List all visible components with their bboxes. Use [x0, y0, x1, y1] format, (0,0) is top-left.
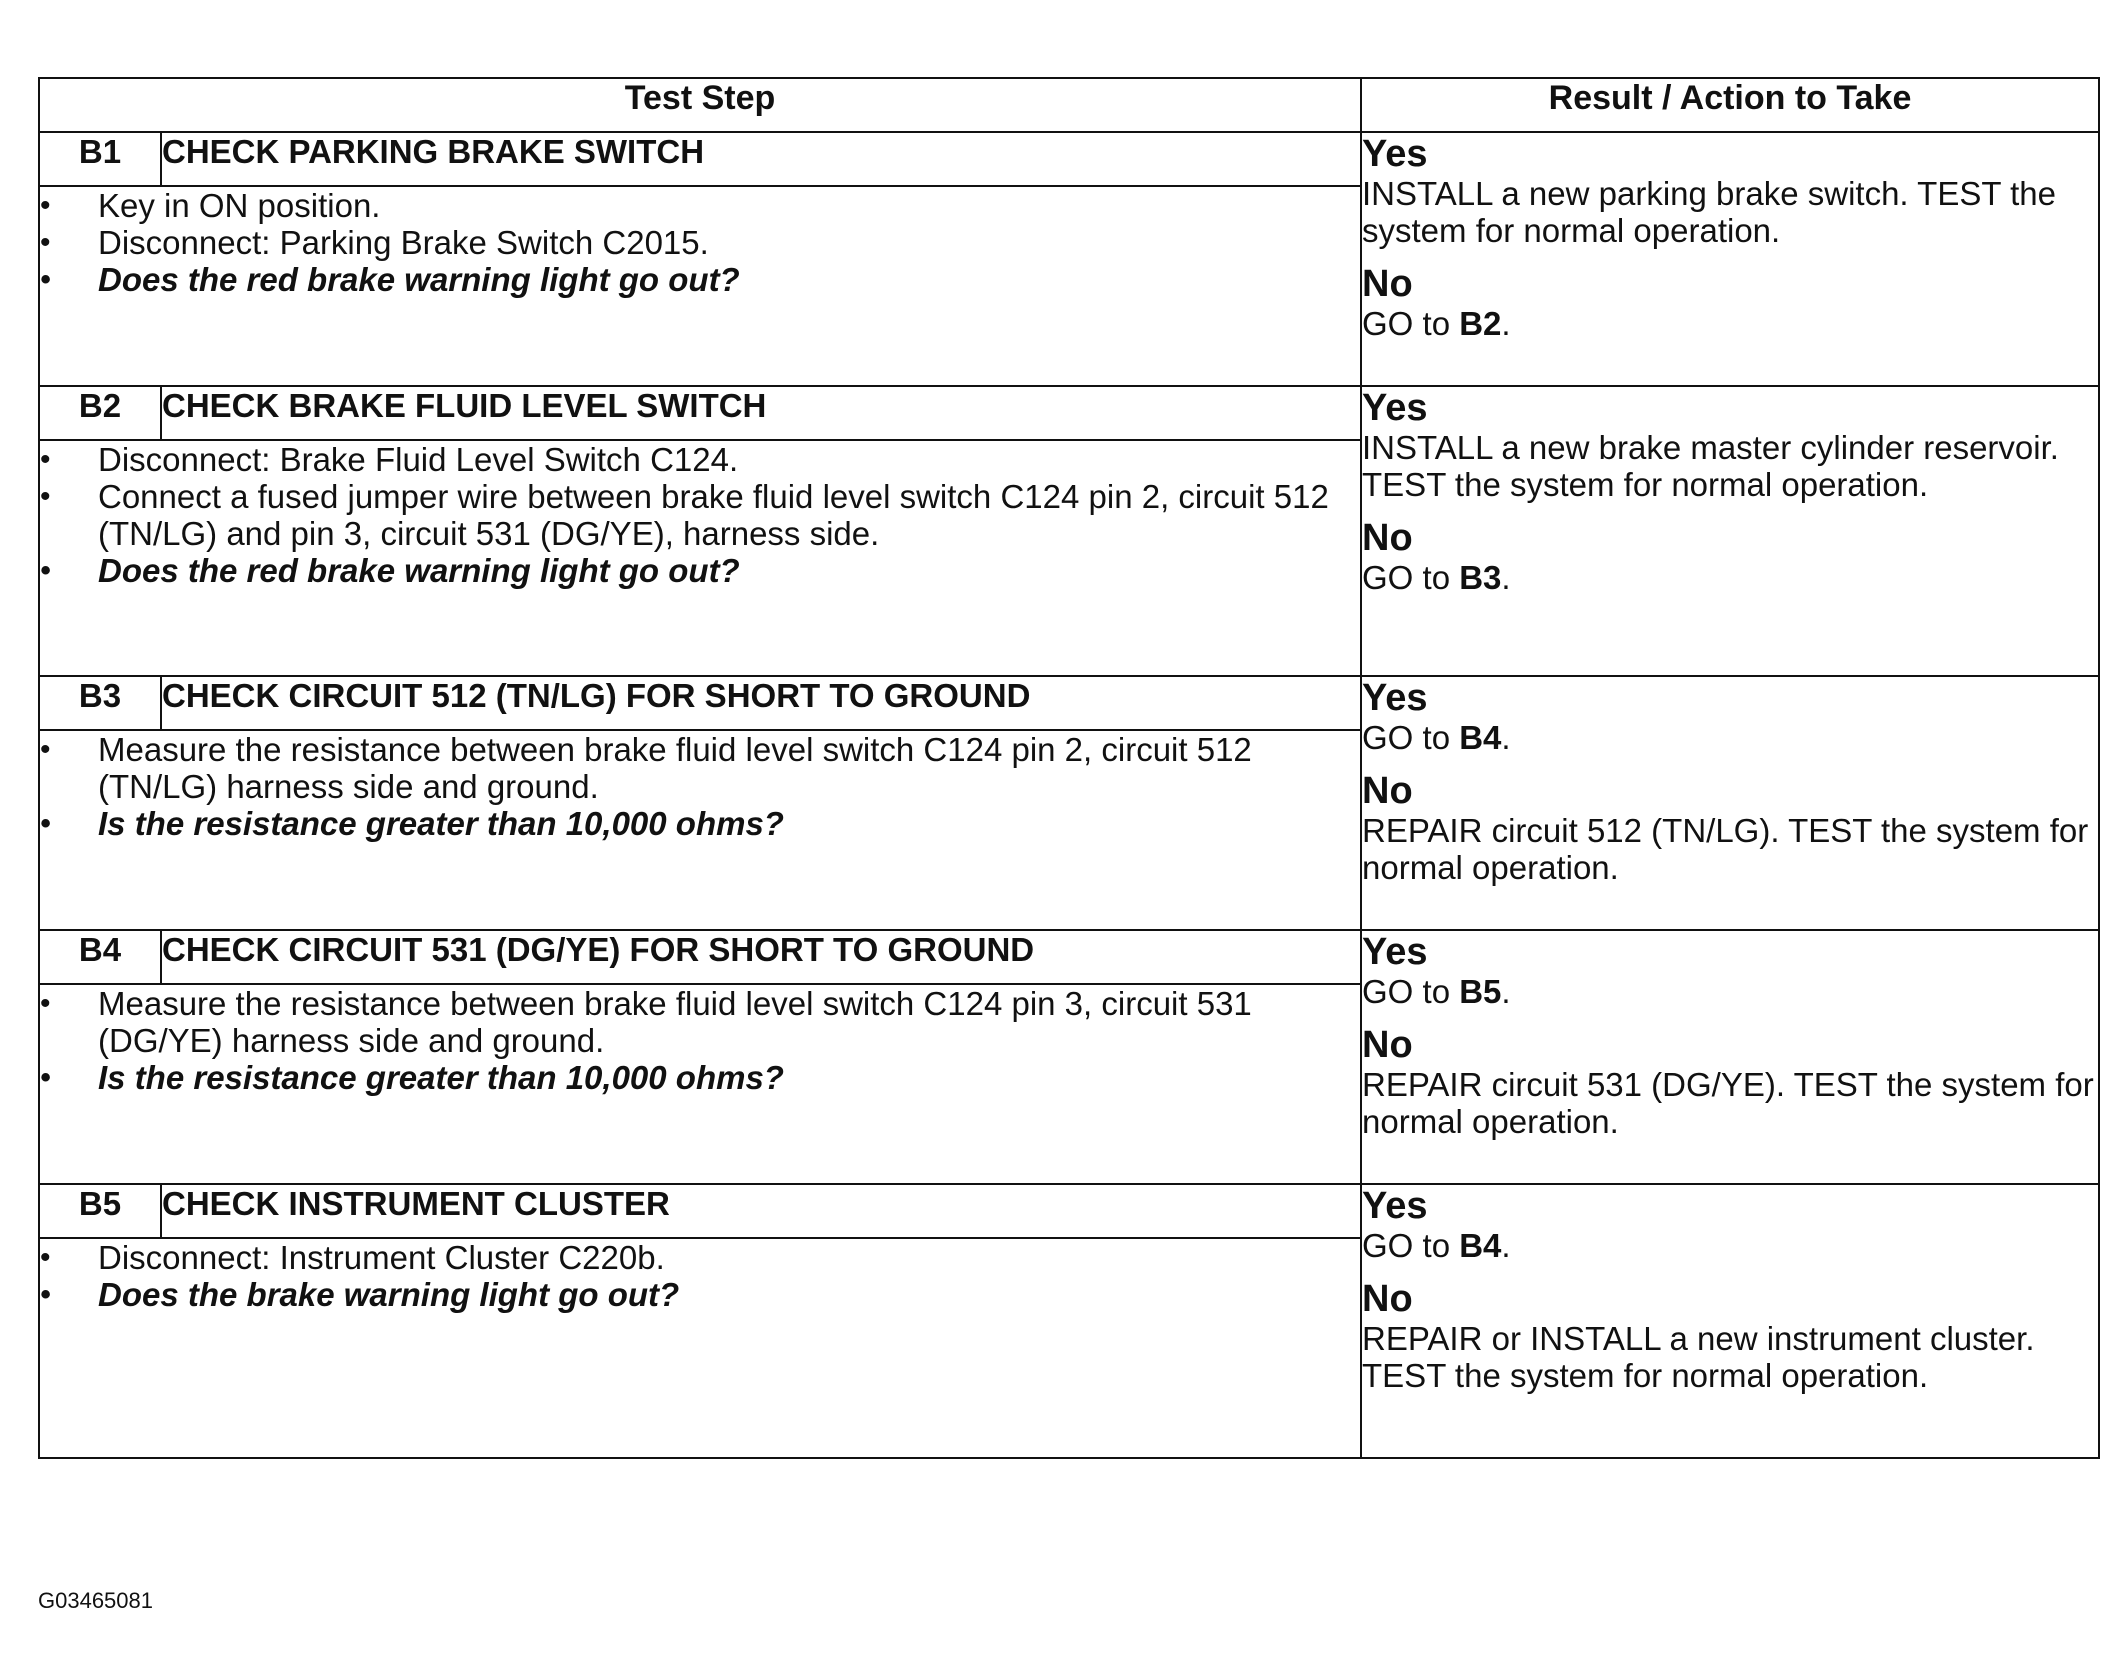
- result-no: [1362, 517, 2098, 596]
- instruction-question: • Is the resistance greater than 10,000 ohms?: [40, 1059, 1360, 1096]
- result-yes: [1362, 387, 2098, 503]
- instruction-item: • Disconnect: Instrument Cluster C220b.: [40, 1239, 1360, 1276]
- result-yes: [1362, 677, 2098, 756]
- instruction-item: • Disconnect: Brake Fluid Level Switch C124.: [40, 441, 1360, 478]
- step-title-row: [39, 132, 2099, 186]
- step-title-row: [39, 676, 2099, 730]
- instruction-list: [40, 985, 1360, 1096]
- result-no-label: No: [1362, 1024, 1413, 1066]
- step-id: B1: [39, 132, 161, 186]
- result-no-label: No: [1362, 770, 1413, 812]
- result-no: [1362, 1278, 2098, 1394]
- result-no: [1362, 263, 2098, 342]
- goto-suffix: .: [1501, 559, 1511, 596]
- result-yes-label: Yes: [1362, 1185, 1428, 1227]
- instruction-question: • Does the red brake warning light go out?: [40, 552, 1360, 589]
- goto-suffix: .: [1501, 305, 1511, 342]
- result-yes-text: [1362, 1227, 2098, 1264]
- instruction-item: • Key in ON position.: [40, 187, 1360, 224]
- instruction-question: • Does the brake warning light go out?: [40, 1276, 1360, 1313]
- goto-target: B2: [1459, 305, 1502, 342]
- header-result-action: Result / Action to Take: [1361, 78, 2099, 132]
- result-yes-label: Yes: [1362, 133, 1428, 175]
- step-id: B5: [39, 1184, 161, 1238]
- result-no-label: No: [1362, 1278, 1413, 1320]
- step-title: CHECK BRAKE FLUID LEVEL SWITCH: [161, 386, 1361, 440]
- result-no-text: REPAIR or INSTALL a new instrument cluster. TEST the system for normal operation.: [1362, 1320, 2035, 1394]
- goto-target: B4: [1459, 1227, 1502, 1264]
- step-instructions: [39, 984, 1361, 1184]
- instruction-item: • Measure the resistance between brake fluid level switch C124 pin 3, circuit 531 (DG/YE) harness side and ground.: [40, 985, 1360, 1059]
- step-result: [1361, 1184, 2099, 1458]
- step-instructions: [39, 186, 1361, 386]
- steps-body: [39, 132, 2099, 1458]
- result-yes-label: Yes: [1362, 387, 1428, 429]
- diagnostic-test-table: [38, 77, 2100, 1459]
- result-yes: [1362, 1185, 2098, 1264]
- step-title-row: [39, 930, 2099, 984]
- goto-prefix: GO to: [1362, 973, 1460, 1010]
- result-yes-label: Yes: [1362, 677, 1428, 719]
- step-id: B3: [39, 676, 161, 730]
- goto-prefix: GO to: [1362, 305, 1460, 342]
- goto-suffix: .: [1501, 1227, 1511, 1264]
- figure-id: G03465081: [38, 1588, 153, 1613]
- instruction-list: [40, 187, 1360, 298]
- instruction-question: • Does the red brake warning light go out?: [40, 261, 1360, 298]
- result-yes: [1362, 133, 2098, 249]
- result-yes: [1362, 931, 2098, 1010]
- step-result: [1361, 676, 2099, 930]
- instruction-list: [40, 731, 1360, 842]
- result-no-label: No: [1362, 517, 1413, 559]
- step-title: CHECK CIRCUIT 512 (TN/LG) FOR SHORT TO GROUND: [161, 676, 1361, 730]
- goto-target: B3: [1459, 559, 1502, 596]
- result-no-text: REPAIR circuit 512 (TN/LG). TEST the system for normal operation.: [1362, 812, 2089, 886]
- instruction-list: [40, 1239, 1360, 1313]
- step-result: [1361, 132, 2099, 386]
- step-title: CHECK CIRCUIT 531 (DG/YE) FOR SHORT TO GROUND: [161, 930, 1361, 984]
- goto-prefix: GO to: [1362, 719, 1460, 756]
- step-title: CHECK INSTRUMENT CLUSTER: [161, 1184, 1361, 1238]
- instruction-item: • Disconnect: Parking Brake Switch C2015.: [40, 224, 1360, 261]
- instruction-item: • Connect a fused jumper wire between brake fluid level switch C124 pin 2, circuit 512 (TN/LG) and pin 3, circuit 531 (DG/YE), harness side.: [40, 478, 1360, 552]
- result-no: [1362, 770, 2098, 886]
- goto-target: B4: [1459, 719, 1502, 756]
- goto-suffix: .: [1501, 719, 1511, 756]
- table-header-row: [39, 78, 2099, 132]
- result-yes-text: [1362, 719, 2098, 756]
- goto-target: B5: [1459, 973, 1502, 1010]
- goto-prefix: GO to: [1362, 1227, 1460, 1264]
- result-no-text: [1362, 559, 2098, 596]
- result-yes-label: Yes: [1362, 931, 1428, 973]
- step-title-row: [39, 1184, 2099, 1238]
- instruction-list: [40, 441, 1360, 589]
- result-no-label: No: [1362, 263, 1413, 305]
- goto-prefix: GO to: [1362, 559, 1460, 596]
- result-no: [1362, 1024, 2098, 1140]
- step-result: [1361, 386, 2099, 676]
- step-title-row: [39, 386, 2099, 440]
- result-no-text: REPAIR circuit 531 (DG/YE). TEST the system for normal operation.: [1362, 1066, 2094, 1140]
- result-yes-text: [1362, 973, 2098, 1010]
- step-instructions: [39, 440, 1361, 676]
- goto-suffix: .: [1501, 973, 1511, 1010]
- step-instructions: [39, 730, 1361, 930]
- step-title: CHECK PARKING BRAKE SWITCH: [161, 132, 1361, 186]
- step-id: B2: [39, 386, 161, 440]
- result-yes-text: INSTALL a new parking brake switch. TEST the system for normal operation.: [1362, 175, 2056, 249]
- instruction-item: • Measure the resistance between brake fluid level switch C124 pin 2, circuit 512 (TN/LG) harness side and ground.: [40, 731, 1360, 805]
- result-yes-text: INSTALL a new brake master cylinder reservoir. TEST the system for normal operation.: [1362, 429, 2059, 503]
- header-test-step: Test Step: [39, 78, 1361, 132]
- diagnostic-table-page: [38, 77, 2098, 1459]
- step-instructions: [39, 1238, 1361, 1458]
- instruction-question: • Is the resistance greater than 10,000 ohms?: [40, 805, 1360, 842]
- step-id: B4: [39, 930, 161, 984]
- step-result: [1361, 930, 2099, 1184]
- result-no-text: [1362, 305, 2098, 342]
